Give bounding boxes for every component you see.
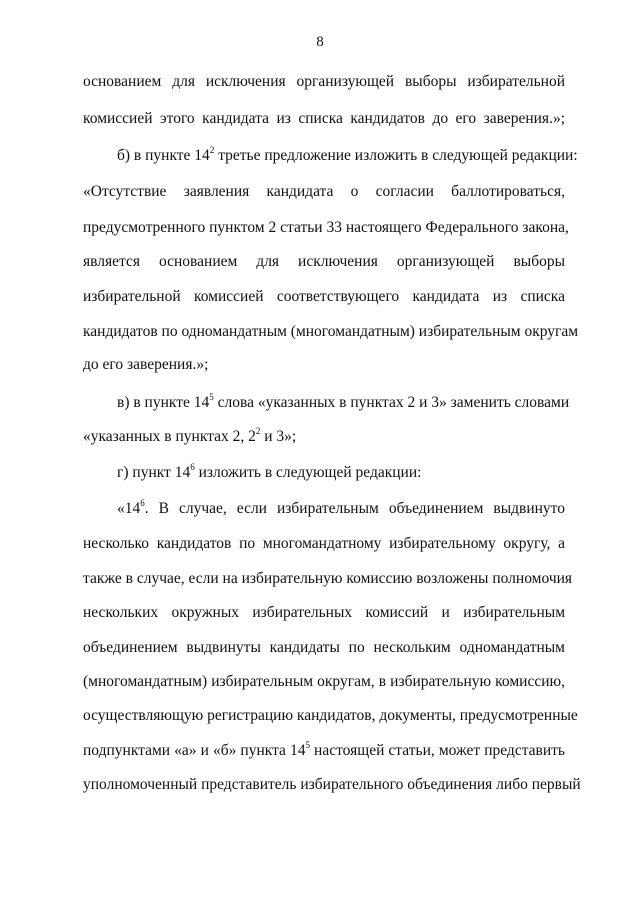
text-line: также в случае, если на избирательную комиссию возложены полномочия [83, 570, 573, 587]
superscript: 5 [305, 740, 310, 750]
page-number: 8 [316, 34, 324, 50]
text-segment: настоящей статьи, может представить [309, 742, 565, 759]
text-line [117, 392, 570, 413]
text-line: нескольких окружных избирательных комиссий и избирательным [83, 604, 565, 621]
text-line: (многомандатным) избирательным округам, в избирательную комиссию, [83, 673, 565, 690]
text-line: несколько кандидатов по многомандатному избирательному округу, а [83, 535, 565, 552]
text-line: до его заверения.»; [83, 356, 209, 373]
text-line [83, 741, 565, 761]
text-line [117, 499, 565, 519]
text-segment: и 3»; [260, 428, 297, 445]
superscript: 2 [255, 426, 261, 436]
text-line: избирательной комиссией соответствующего кандидата из списка [83, 288, 565, 305]
text-segment: в) в пункте 14 [117, 394, 210, 411]
text-line: основанием для исключения организующей выборы избирательной [83, 73, 565, 90]
text-line: объединением выдвинуты кандидаты по нескольким одномандатным [83, 639, 565, 656]
text-line: кандидатов по одномандатным (многомандатным) избирательным округам [83, 323, 579, 340]
superscript: 5 [209, 392, 214, 402]
superscript: 6 [140, 498, 145, 508]
text-line: является основанием для исключения организующей выборы [83, 253, 565, 270]
text-line: «Отсутствие заявления кандидата о согласии баллотироваться, [83, 183, 565, 200]
text-line: уполномоченный представитель избирательного объединения либо первый [83, 776, 581, 793]
text-line: осуществляющую регистрацию кандидатов, документы, предусмотренные [83, 707, 578, 724]
text-segment: слова «указанных в пунктах 2 и 3» заменить словами [213, 394, 570, 411]
text-segment: «14 [117, 500, 141, 517]
text-line [117, 145, 578, 166]
text-line: комиссией этого кандидата из списка кандидатов до его заверения.»; [83, 110, 565, 127]
text-segment: подпунктами «а» и «б» пункта 14 [83, 742, 306, 759]
text-segment: г) пункт 14 [117, 464, 191, 481]
text-line: предусмотренного пунктом 2 статьи 33 настоящего Федерального закона, [83, 219, 569, 236]
text-segment: . В случае, если избирательным объединением выдвинуто [144, 500, 565, 517]
superscript: 6 [190, 462, 195, 472]
text-segment: изложить в следующей редакции: [194, 464, 422, 481]
text-segment: третье предложение изложить в следующей редакции: [214, 147, 578, 164]
text-segment: б) в пункте 14 [117, 147, 210, 164]
text-line [117, 463, 565, 483]
superscript: 2 [209, 145, 215, 155]
text-line [83, 427, 565, 447]
text-segment: «указанных в пунктах 2, 2 [83, 428, 256, 445]
